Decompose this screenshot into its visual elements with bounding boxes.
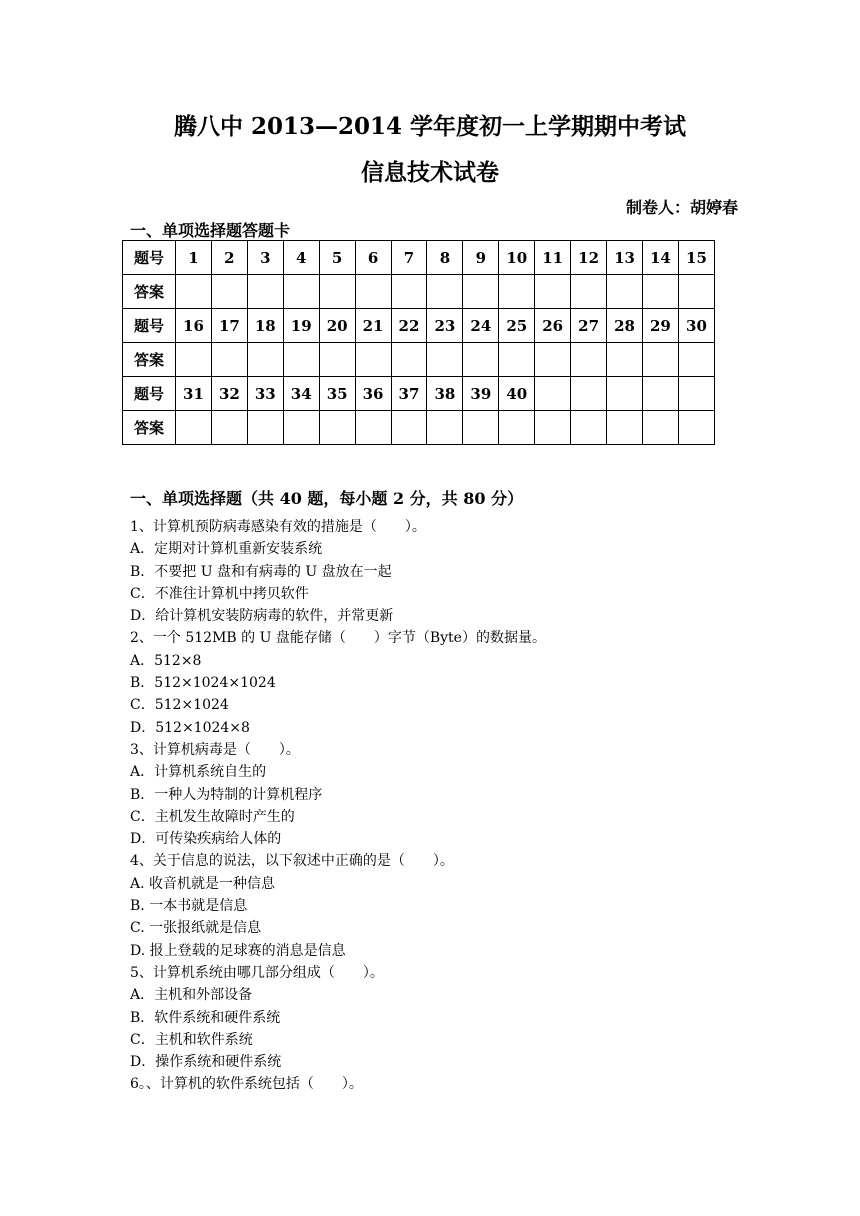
question-list	[130, 516, 730, 1096]
answer-card-table	[122, 240, 715, 445]
answer-cell[interactable]	[535, 411, 571, 445]
answer-cell[interactable]	[678, 411, 714, 445]
question-number-cell: 26	[535, 309, 571, 343]
answer-cell[interactable]	[391, 275, 427, 309]
exam-subtitle: 信息技术试卷	[361, 159, 499, 186]
author-line: 制卷人：胡婷春	[625, 198, 738, 217]
question-number-cell: 17	[211, 309, 247, 343]
number-label: 题号	[123, 309, 176, 343]
question-number-cell: 1	[176, 241, 212, 275]
question-option: C. 一张报纸就是信息	[130, 920, 262, 937]
answer-cell[interactable]	[607, 411, 643, 445]
question-number-cell: 6	[355, 241, 391, 275]
question-option: D．操作系统和硬件系统	[130, 1054, 282, 1071]
answer-cell[interactable]	[283, 343, 319, 377]
question-option: B．软件系统和硬件系统	[130, 1009, 281, 1026]
answer-cell[interactable]	[211, 411, 247, 445]
question-option: B．不要把 U 盘和有病毒的 U 盘放在一起	[130, 563, 392, 580]
answer-cell[interactable]	[355, 411, 391, 445]
question-number-cell: 38	[427, 377, 463, 411]
question-number-cell	[607, 377, 643, 411]
answer-cell[interactable]	[571, 411, 607, 445]
number-label: 题号	[123, 377, 176, 411]
question-option: C．不准往计算机中拷贝软件	[130, 585, 309, 602]
answer-cell[interactable]	[607, 275, 643, 309]
answer-cell[interactable]	[463, 343, 499, 377]
question-number-cell: 13	[607, 241, 643, 275]
number-row	[123, 377, 715, 411]
answer-cell[interactable]	[247, 343, 283, 377]
question-option: B. 一本书就是信息	[130, 898, 248, 915]
answer-cell[interactable]	[247, 275, 283, 309]
answer-cell[interactable]	[499, 411, 535, 445]
answer-cell[interactable]	[247, 411, 283, 445]
question-number-cell: 24	[463, 309, 499, 343]
question-number-cell: 19	[283, 309, 319, 343]
answer-card-heading: 一、单项选择题答题卡	[130, 221, 291, 240]
answer-label: 答案	[123, 343, 176, 377]
question-number-cell: 15	[678, 241, 714, 275]
question-number-cell	[678, 377, 714, 411]
question-stem: 4、关于信息的说法，以下叙述中正确的是（ ）。	[130, 853, 454, 870]
question-number-cell: 8	[427, 241, 463, 275]
question-number-cell	[571, 377, 607, 411]
question-number-cell	[642, 377, 678, 411]
answer-cell[interactable]	[427, 275, 463, 309]
question-number-cell: 3	[247, 241, 283, 275]
answer-label: 答案	[123, 411, 176, 445]
question-number-cell: 18	[247, 309, 283, 343]
question-option: D．512×1024×8	[130, 719, 250, 736]
number-row	[123, 241, 715, 275]
question-number-cell: 12	[571, 241, 607, 275]
question-number-cell: 25	[499, 309, 535, 343]
question-number-cell: 27	[571, 309, 607, 343]
answer-cell[interactable]	[355, 275, 391, 309]
question-option: A．定期对计算机重新安装系统	[130, 541, 323, 558]
question-stem: 3、计算机病毒是（ ）。	[130, 741, 300, 758]
question-number-cell: 4	[283, 241, 319, 275]
question-option: C．主机发生故障时产生的	[130, 808, 295, 825]
answer-cell[interactable]	[571, 275, 607, 309]
question-option: A．主机和外部设备	[130, 987, 253, 1004]
question-option: C．主机和软件系统	[130, 1031, 253, 1048]
answer-row	[123, 275, 715, 309]
answer-cell[interactable]	[176, 343, 212, 377]
question-stem: 1、计算机预防病毒感染有效的措施是（ ）。	[130, 519, 426, 535]
question-option: D. 报上登载的足球赛的消息是信息	[130, 942, 346, 959]
question-option: B．一种人为特制的计算机程序	[130, 786, 323, 803]
question-option: B．512×1024×1024	[130, 675, 276, 692]
number-row	[123, 309, 715, 343]
answer-cell[interactable]	[499, 275, 535, 309]
answer-cell[interactable]	[319, 411, 355, 445]
question-option: A．512×8	[130, 652, 202, 669]
question-stem: 5、计算机系统由哪几部分组成（ ）。	[130, 964, 384, 981]
question-number-cell: 21	[355, 309, 391, 343]
answer-label: 答案	[123, 275, 176, 309]
number-label: 题号	[123, 241, 176, 275]
answer-row	[123, 343, 715, 377]
section-heading: 一、单项选择题（共 40 题，每小题 2 分，共 80 分）	[130, 489, 524, 508]
question-stem: 6。、计算机的软件系统包括（ ）。	[130, 1076, 363, 1093]
answer-cell[interactable]	[211, 275, 247, 309]
answer-cell[interactable]	[319, 343, 355, 377]
answer-cell[interactable]	[176, 275, 212, 309]
question-number-cell: 20	[319, 309, 355, 343]
question-number-cell: 11	[535, 241, 571, 275]
question-number-cell: 39	[463, 377, 499, 411]
answer-cell[interactable]	[427, 343, 463, 377]
answer-cell[interactable]	[355, 343, 391, 377]
question-stem: 2、一个 512MB 的 U 盘能存储（ ）字节（Byte）的数据量。	[130, 630, 546, 647]
answer-cell[interactable]	[176, 411, 212, 445]
question-number-cell	[535, 377, 571, 411]
question-option: C．512×1024	[130, 697, 229, 714]
answer-cell[interactable]	[642, 343, 678, 377]
answer-cell[interactable]	[499, 343, 535, 377]
question-number-cell: 16	[176, 309, 212, 343]
question-number-cell: 7	[391, 241, 427, 275]
question-number-cell: 23	[427, 309, 463, 343]
question-number-cell: 34	[283, 377, 319, 411]
question-option: A. 收音机就是一种信息	[130, 875, 276, 892]
answer-cell[interactable]	[642, 275, 678, 309]
answer-cell[interactable]	[463, 411, 499, 445]
answer-cell[interactable]	[283, 275, 319, 309]
answer-cell[interactable]	[391, 343, 427, 377]
question-number-cell: 28	[607, 309, 643, 343]
question-number-cell: 33	[247, 377, 283, 411]
answer-cell[interactable]	[678, 275, 714, 309]
question-number-cell: 32	[211, 377, 247, 411]
question-number-cell: 35	[319, 377, 355, 411]
question-number-cell: 9	[463, 241, 499, 275]
answer-cell[interactable]	[535, 343, 571, 377]
answer-cell[interactable]	[607, 343, 643, 377]
answer-cell[interactable]	[535, 275, 571, 309]
question-number-cell: 36	[355, 377, 391, 411]
answer-cell[interactable]	[642, 411, 678, 445]
question-number-cell: 2	[211, 241, 247, 275]
question-number-cell: 37	[391, 377, 427, 411]
question-number-cell: 10	[499, 241, 535, 275]
answer-cell[interactable]	[391, 411, 427, 445]
answer-cell[interactable]	[463, 275, 499, 309]
question-option: A．计算机系统自生的	[130, 764, 267, 781]
question-option: D．可传染疾病给人体的	[130, 831, 282, 848]
question-number-cell: 40	[499, 377, 535, 411]
question-number-cell: 22	[391, 309, 427, 343]
exam-title: 腾八中 2013—2014 学年度初一上学期期中考试	[173, 113, 687, 140]
question-number-cell: 31	[176, 377, 212, 411]
answer-cell[interactable]	[319, 275, 355, 309]
answer-cell[interactable]	[571, 343, 607, 377]
answer-cell[interactable]	[427, 411, 463, 445]
question-number-cell: 5	[319, 241, 355, 275]
question-number-cell: 29	[642, 309, 678, 343]
answer-cell[interactable]	[283, 411, 319, 445]
question-number-cell: 30	[678, 309, 714, 343]
answer-row	[123, 411, 715, 445]
answer-cell[interactable]	[678, 343, 714, 377]
question-number-cell: 14	[642, 241, 678, 275]
question-option: D．给计算机安装防病毒的软件，并常更新	[130, 608, 394, 625]
answer-cell[interactable]	[211, 343, 247, 377]
